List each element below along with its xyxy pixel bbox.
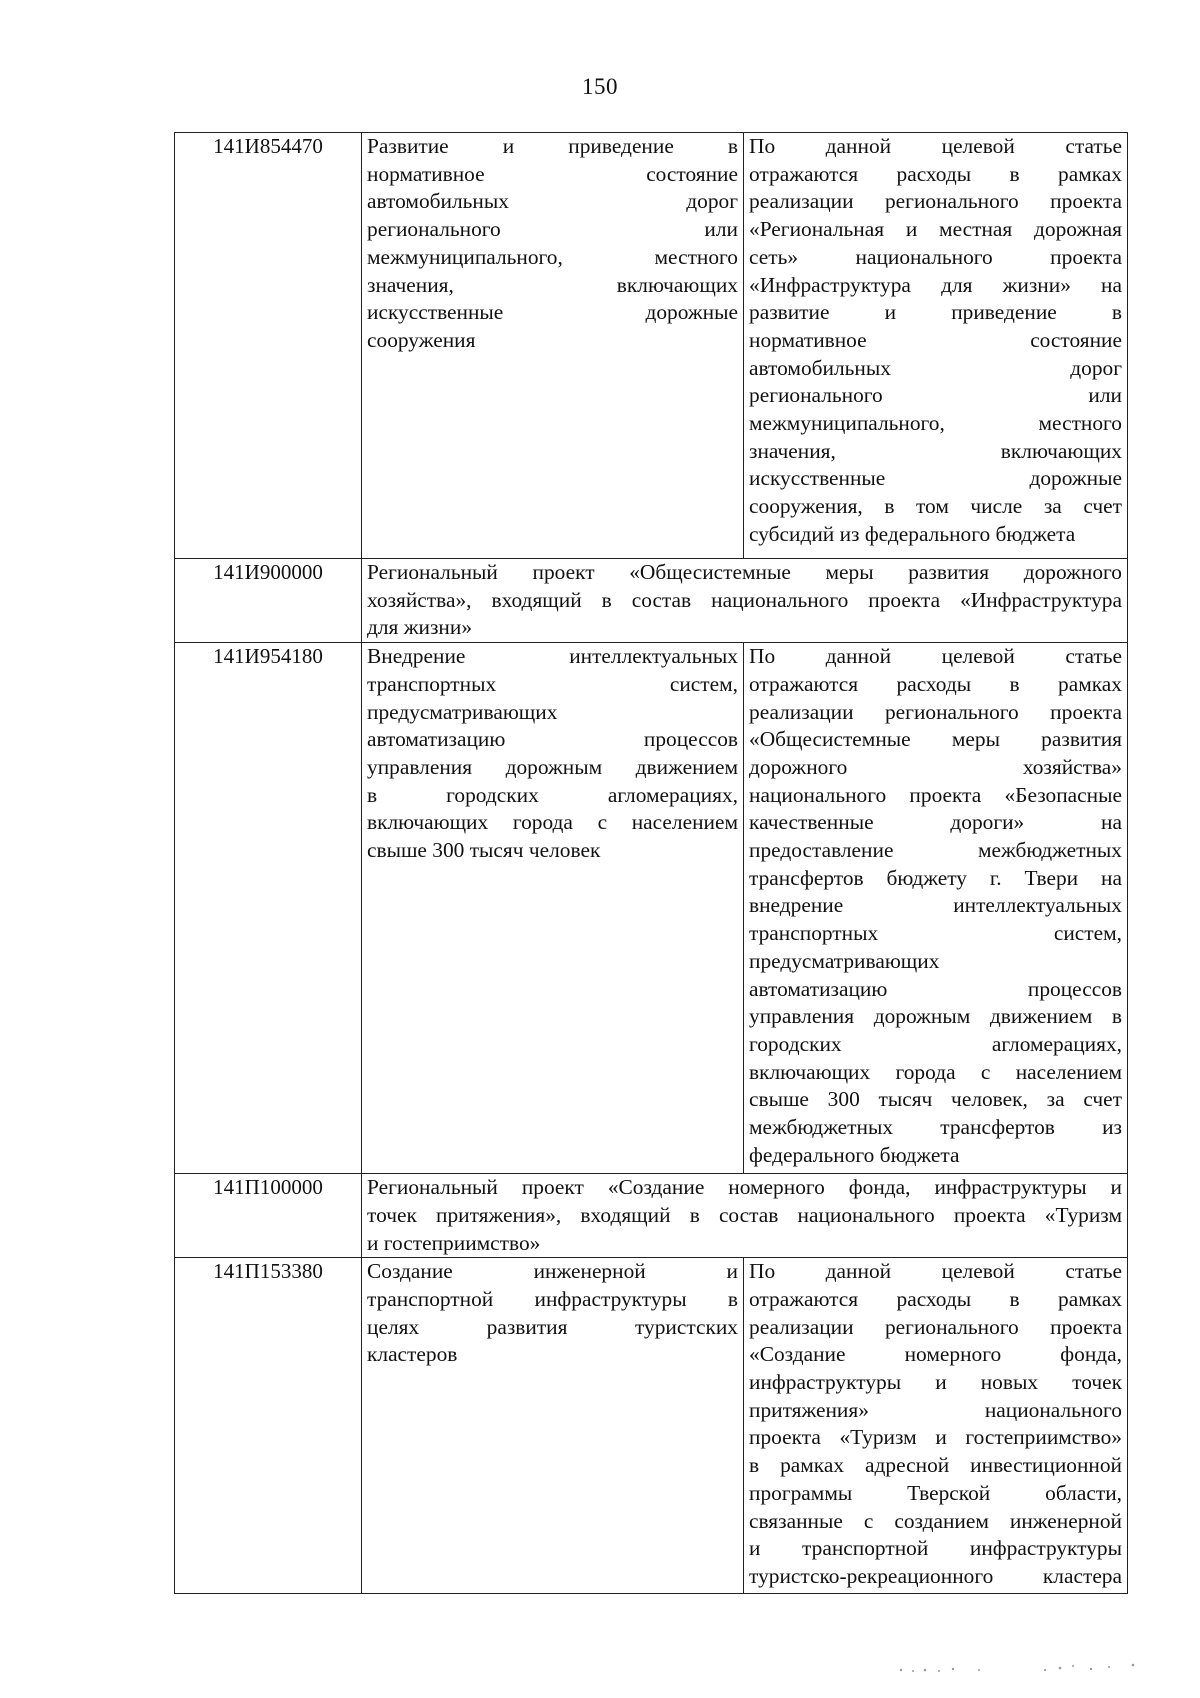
text-line: По данной целевой статье: [749, 134, 1122, 158]
text-line: точек притяжения», входящий в состав национального проекта «Туризм: [367, 1202, 1122, 1227]
text-line: отражаются расходы в рамках: [749, 161, 1122, 186]
text-line: нормативное состояние: [749, 327, 1122, 352]
text-line: в городских агломерациях,: [367, 782, 738, 807]
table-row: [175, 1258, 1128, 1594]
project-last-line: и гостеприимство»: [367, 1230, 541, 1255]
text-line: предоставление межбюджетных: [749, 838, 1122, 863]
project-description-cell: [362, 1174, 1128, 1258]
name-lines-2: [367, 726, 738, 837]
code-cell: 141И854470: [175, 133, 362, 559]
description-last-line: субсидий из федерального бюджета: [749, 521, 1076, 546]
code-cell: 141П100000: [175, 1174, 362, 1258]
text-line: значения, включающих: [749, 438, 1122, 463]
text-line: автомобильных дорог: [749, 355, 1122, 380]
name-cell: [362, 133, 744, 559]
description-cell: [744, 133, 1128, 559]
name-lines: [367, 133, 738, 327]
table-row: [175, 1174, 1128, 1258]
name-cell: [362, 643, 744, 1174]
description-lines: [749, 643, 1122, 948]
budget-classification-table: [174, 132, 1128, 1594]
project-lines: [367, 559, 1122, 614]
text-line: «Создание номерного фонда,: [749, 1342, 1122, 1367]
project-description-cell: [362, 559, 1128, 643]
text-line: регионального или: [367, 217, 738, 242]
text-line: нормативное состояние: [367, 161, 738, 186]
text-line: «Региональная и местная дорожная: [749, 217, 1122, 242]
text-line: включающих города с населением: [367, 810, 738, 835]
name-last-line: кластеров: [367, 1342, 458, 1367]
text-line: межмуниципального, местного: [749, 411, 1122, 436]
text-line: хозяйства», входящий в состав национального проекта «Инфраструктура: [367, 587, 1122, 612]
table-row: [175, 643, 1128, 1174]
text-line: транспортных систем,: [367, 671, 738, 696]
text-line: «Инфраструктура для жизни» на: [749, 272, 1122, 297]
description-middle-line: предусматривающих: [749, 948, 940, 973]
table-row: [175, 559, 1128, 643]
table-row: [175, 133, 1128, 559]
text-line: автоматизацию процессов: [367, 727, 738, 752]
text-line: туристско-рекреационного кластера: [749, 1563, 1122, 1588]
project-lines: [367, 1174, 1122, 1229]
description-cell: [744, 1258, 1128, 1594]
text-line: транспортной инфраструктуры в: [367, 1286, 738, 1311]
text-line: качественные дороги» на: [749, 810, 1122, 835]
text-line: регионального или: [749, 383, 1122, 408]
text-line: отражаются расходы в рамках: [749, 671, 1122, 696]
text-line: городских агломерациях,: [749, 1031, 1122, 1056]
text-line: управления дорожным движением в: [749, 1004, 1122, 1029]
text-line: включающих города с населением: [749, 1059, 1122, 1084]
text-line: межмуниципального, местного: [367, 244, 738, 269]
description-cell: [744, 643, 1128, 1174]
scan-noise-marks: [895, 1660, 1145, 1676]
text-line: автомобильных дорог: [367, 189, 738, 214]
text-line: в рамках адресной инвестиционной: [749, 1453, 1122, 1478]
text-line: искусственные дорожные: [749, 466, 1122, 491]
text-line: искусственные дорожные: [367, 300, 738, 325]
text-line: межбюджетных трансфертов из: [749, 1115, 1122, 1140]
name-last-line: сооружения: [367, 327, 476, 352]
code-cell: 141И900000: [175, 559, 362, 643]
name-last-line: свыше 300 тысяч человек: [367, 838, 601, 863]
code-cell: 141П153380: [175, 1258, 362, 1594]
text-line: целях развития туристских: [367, 1314, 738, 1339]
text-line: «Общесистемные меры развития: [749, 727, 1122, 752]
text-line: трансфертов бюджету г. Твери на: [749, 865, 1122, 890]
name-middle-line: предусматривающих: [367, 699, 558, 724]
text-line: проекта «Туризм и гостеприимство»: [749, 1425, 1122, 1450]
text-line: управления дорожным движением: [367, 754, 738, 779]
text-line: внедрение интеллектуальных: [749, 893, 1122, 918]
text-line: Развитие и приведение в: [367, 134, 738, 158]
text-line: свыше 300 тысяч человек, за счет: [749, 1087, 1122, 1112]
name-lines: [367, 643, 738, 698]
text-line: автоматизацию процессов: [749, 976, 1122, 1001]
text-line: По данной целевой статье: [749, 1259, 1122, 1284]
text-line: реализации регионального проекта: [749, 189, 1122, 214]
description-lines: [749, 133, 1122, 521]
description-last-line: федерального бюджета: [749, 1142, 960, 1167]
text-line: Внедрение интеллектуальных: [367, 644, 738, 669]
text-line: Региональный проект «Создание номерного фонда, инфраструктуры и: [367, 1175, 1122, 1200]
text-line: дорожного хозяйства»: [749, 754, 1122, 779]
text-line: реализации регионального проекта: [749, 1314, 1122, 1339]
name-lines: [367, 1258, 738, 1341]
project-last-line: для жизни»: [367, 615, 473, 640]
text-line: реализации регионального проекта: [749, 699, 1122, 724]
text-line: По данной целевой статье: [749, 644, 1122, 669]
name-cell: [362, 1258, 744, 1594]
text-line: сеть» национального проекта: [749, 244, 1122, 269]
text-line: отражаются расходы в рамках: [749, 1286, 1122, 1311]
description-lines-2: [749, 976, 1122, 1142]
text-line: развитие и приведение в: [749, 300, 1122, 325]
text-line: притяжения» национального: [749, 1397, 1122, 1422]
text-line: сооружения, в том числе за счет: [749, 494, 1122, 519]
text-line: связанные с созданием инженерной: [749, 1508, 1122, 1533]
text-line: Создание инженерной и: [367, 1259, 738, 1284]
page-number: 150: [582, 74, 618, 99]
text-line: инфраструктуры и новых точек: [749, 1370, 1122, 1395]
description-lines: [749, 1258, 1122, 1590]
text-line: Региональный проект «Общесистемные меры развития дорожного: [367, 560, 1122, 584]
text-line: национального проекта «Безопасные: [749, 782, 1122, 807]
text-line: и транспортной инфраструктуры: [749, 1536, 1122, 1561]
text-line: программы Тверской области,: [749, 1480, 1122, 1505]
text-line: транспортных систем,: [749, 921, 1122, 946]
text-line: значения, включающих: [367, 272, 738, 297]
code-cell: 141И954180: [175, 643, 362, 1174]
